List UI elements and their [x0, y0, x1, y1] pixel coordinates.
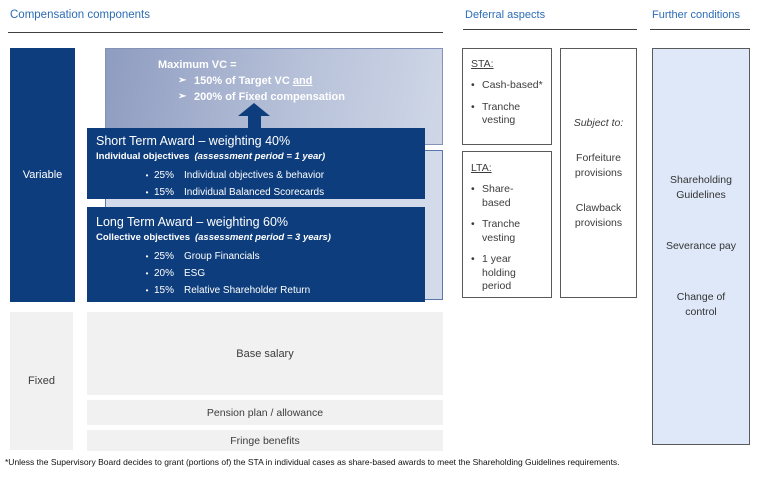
section-header-compensation [8, 6, 443, 33]
arrowhead-bullet-icon: ➢ [178, 75, 187, 86]
bullet-dot-icon: • [145, 188, 149, 197]
bullet-item: • 20% ESG [140, 265, 425, 282]
sta-deferral-box [462, 48, 552, 145]
maximum-vc-item-text: 200% of Fixed compensation [194, 91, 345, 103]
section-header-further [650, 8, 750, 30]
section-header-compensation-label: Compensation components [10, 9, 150, 21]
sta-bullet: • Tranche vesting [471, 100, 521, 126]
long-term-award-subtitle: Collective objectives (assessment period = 3 years) [96, 232, 331, 243]
bullet-dot-icon: • [471, 253, 475, 265]
further-condition-item: Severance pay [665, 240, 737, 252]
section-header-deferral-label: Deferral aspects [465, 9, 546, 21]
variable-category-box [10, 48, 75, 302]
fringe-benefits-label: Fringe benefits [230, 434, 300, 447]
maximum-vc-title: Maximum VC = [158, 59, 237, 71]
subject-to-item: Forfeiture provisions [574, 151, 623, 179]
lta-title: LTA: [471, 162, 492, 174]
short-term-award-box [87, 128, 425, 199]
subject-to-box [560, 48, 637, 298]
bullet-item: • 25% Group Financials [140, 248, 425, 265]
variable-label: Variable [22, 169, 63, 181]
fixed-category-box [10, 312, 73, 450]
maximum-vc-item [178, 89, 442, 105]
base-salary-box [87, 312, 443, 395]
bullet-item: • 15% Relative Shareholder Return [140, 282, 425, 299]
fixed-label: Fixed [28, 375, 55, 387]
short-term-award-title: Short Term Award – weighting 40% [96, 134, 291, 148]
lta-bullet: • Share-based [471, 183, 514, 209]
long-term-award-title: Long Term Award – weighting 60% [96, 215, 289, 229]
pension-plan-box [87, 400, 443, 425]
section-header-deferral [463, 8, 637, 30]
subject-to-title: Subject to: [573, 116, 624, 129]
bullet-item: • 15% Individual Balanced Scorecards [140, 184, 425, 201]
bullet-dot-icon: • [145, 286, 149, 295]
up-arrow-head [238, 103, 270, 116]
sta-title: STA: [471, 58, 494, 70]
long-term-award-box [87, 207, 425, 302]
bullet-dot-icon: • [471, 218, 475, 230]
pension-plan-label: Pension plan / allowance [206, 406, 324, 419]
bullet-dot-icon: • [145, 171, 149, 180]
lta-bullet: • 1 year holding period [471, 253, 516, 292]
bullet-dot-icon: • [471, 100, 475, 113]
fringe-benefits-box [87, 430, 443, 451]
bullet-item: • 25% Individual objectives & behavior [140, 167, 425, 184]
up-arrow-icon [238, 103, 270, 130]
bullet-dot-icon: • [471, 183, 475, 195]
subject-to-item: Clawback provisions [574, 201, 623, 229]
maximum-vc-item [178, 73, 442, 89]
further-conditions-box [652, 48, 750, 445]
long-term-award-bullets [140, 248, 425, 299]
bullet-dot-icon: • [145, 252, 149, 261]
arrowhead-bullet-icon: ➢ [178, 91, 187, 102]
bullet-dot-icon: • [471, 79, 475, 91]
base-salary-label: Base salary [236, 347, 294, 360]
lta-bullet: • Tranche vesting [471, 218, 521, 244]
short-term-award-bullets [140, 167, 425, 201]
lta-deferral-box [462, 151, 552, 298]
maximum-vc-item-text: 150% of Target VC and [194, 75, 313, 87]
sta-bullet: • Cash-based* [471, 79, 543, 91]
further-condition-item: Change of control [676, 291, 726, 318]
further-condition-item: Shareholding Guidelines [670, 174, 732, 201]
section-header-further-label: Further conditions [652, 9, 741, 21]
footnote: *Unless the Supervisory Board decides to grant (portions of) the STA in individual cases as share-based awards to meet the Shareholding Guidelines requirements. [5, 457, 620, 467]
short-term-award-subtitle: Individual objectives (assessment period = 1 year) [96, 151, 326, 162]
bullet-dot-icon: • [145, 269, 149, 278]
